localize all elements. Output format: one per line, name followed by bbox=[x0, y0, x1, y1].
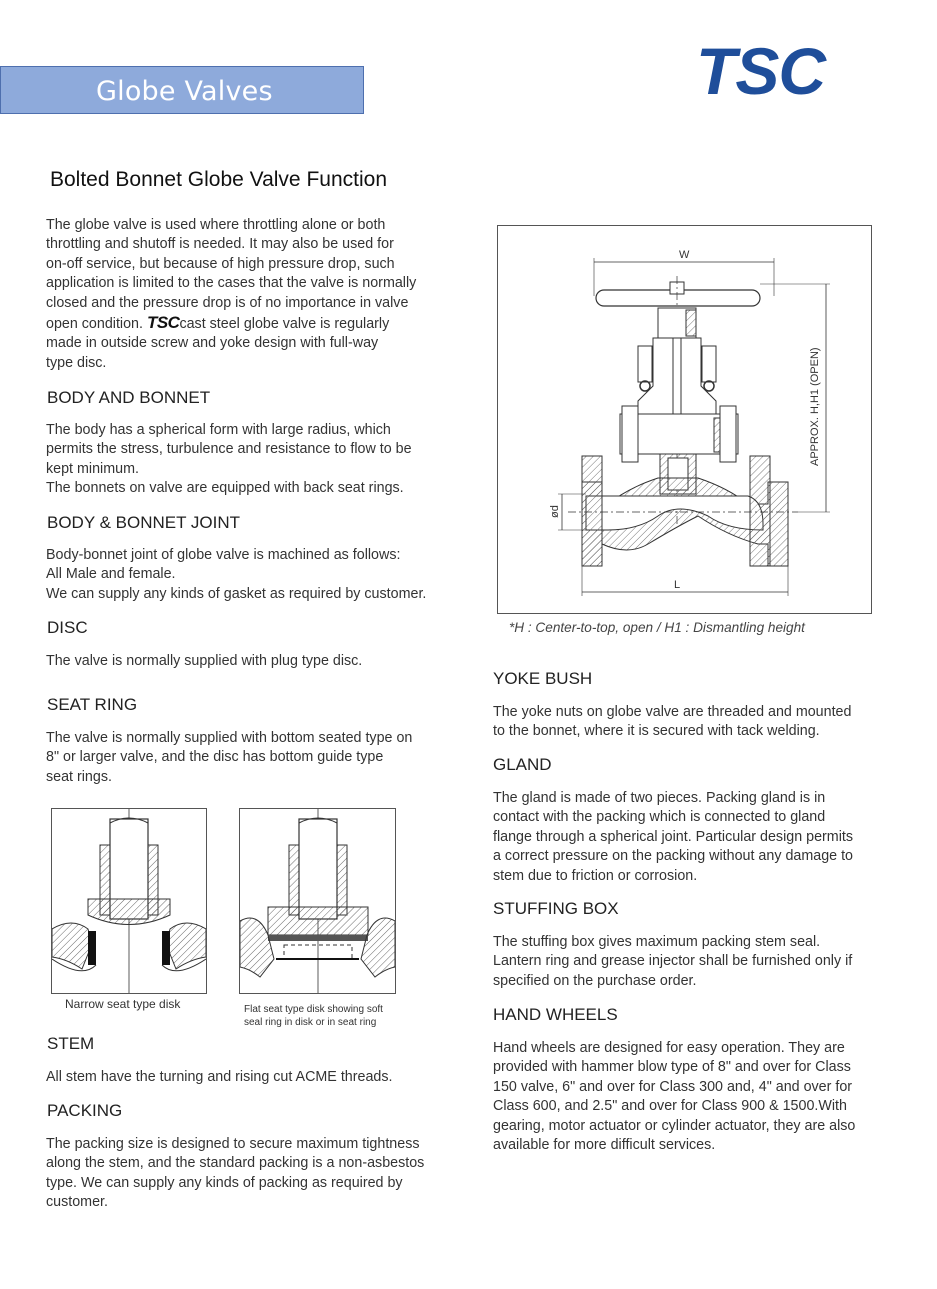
text-stuffing-box: The stuffing box gives maximum packing stem seal. Lantern ring and grease injector shall be furnished only if specified on the purchase order. bbox=[493, 934, 853, 989]
text-stem: All stem have the turning and rising cut ACME threads. bbox=[46, 1069, 393, 1085]
text-body-bonnet: The body has a spherical form with large radius, which permits the stress, turbulence and resistance to flow to be kept minimum. The bonnets on valve are equipped with back seat rings. bbox=[46, 422, 412, 497]
text-yoke-bush: The yoke nuts on globe valve are threaded and mounted to the bonnet, where it is secured with tack welding. bbox=[493, 704, 852, 740]
diagram-label-l: L bbox=[674, 579, 681, 591]
diagram-note: *H : Center-to-top, open / H1 : Dismantling height bbox=[509, 620, 805, 635]
flat-seat-caption: Flat seat type disk showing soft seal ring in disk or in seat ring bbox=[244, 1004, 383, 1028]
banner-title: Globe Valves bbox=[96, 76, 273, 107]
title-banner bbox=[0, 66, 364, 114]
heading-body-bonnet-joint: BODY & BONNET JOINT bbox=[47, 513, 241, 532]
text-seat-ring: The valve is normally supplied with bottom seated type on 8" or larger valve, and the disc has bottom guide type seat rings. bbox=[46, 730, 413, 785]
heading-packing: PACKING bbox=[47, 1101, 123, 1120]
heading-stem: STEM bbox=[47, 1034, 95, 1053]
heading-stuffing-box: STUFFING BOX bbox=[493, 899, 619, 918]
intro-paragraph bbox=[46, 216, 476, 373]
diagram-label-w: W bbox=[679, 249, 690, 261]
page-title: Bolted Bonnet Globe Valve Function bbox=[50, 168, 387, 191]
heading-gland: GLAND bbox=[493, 755, 552, 774]
intro-brand: TSC bbox=[146, 313, 180, 333]
tsc-logo: TSC bbox=[696, 34, 825, 108]
globe-valve-drawing bbox=[498, 226, 871, 613]
text-disc: The valve is normally supplied with plug type disc. bbox=[46, 653, 363, 669]
text-body-bonnet-joint: Body-bonnet joint of globe valve is machined as follows: All Male and female. We can supply any kinds of gasket as required by customer. bbox=[46, 547, 427, 602]
intro-text-before: The globe valve is used where throttling alone or both throttling and shutoff is needed. It may also be used for on-off service, but because of high pressure drop, such application is limited to the cases that the valve is normally closed and the pressure drop is of no importance in valve open condition. bbox=[46, 217, 417, 333]
flat-seat-figure bbox=[239, 808, 396, 994]
heading-hand-wheels: HAND WHEELS bbox=[493, 1005, 618, 1024]
diagram-label-d: ød bbox=[549, 505, 561, 518]
heading-body-bonnet: BODY AND BONNET bbox=[47, 388, 211, 407]
narrow-seat-drawing bbox=[52, 809, 206, 993]
heading-disc: DISC bbox=[47, 618, 88, 637]
valve-diagram bbox=[497, 225, 872, 614]
narrow-seat-figure bbox=[51, 808, 207, 994]
heading-seat-ring: SEAT RING bbox=[47, 695, 138, 714]
narrow-seat-caption: Narrow seat type disk bbox=[65, 997, 181, 1011]
text-hand-wheels: Hand wheels are designed for easy operation. They are provided with hammer blow type of 8" and over for Class 150 valve, 6" and over for Class 300 and, 4" and over for Class 600, and 2.5" and over for Class 900 & 1500.With gearing, motor actuator or cylinder actuator, they are also available for more difficult services. bbox=[493, 1040, 856, 1154]
flat-seat-drawing bbox=[240, 809, 395, 993]
intro-text-after: cast steel globe valve is regularly made in outside screw and yoke design with full-way type disc. bbox=[46, 316, 390, 371]
text-gland: The gland is made of two pieces. Packing gland is in contact with the packing which is connected to gland flange through a spherical joint. Particular design permits a correct pressure on the packing without any damage to stem due to friction or corrosion. bbox=[493, 790, 854, 884]
text-packing: The packing size is designed to secure maximum tightness along the stem, and the standard packing is a non-asbestos type. We can supply any kinds of packing as required by customer. bbox=[46, 1136, 425, 1211]
heading-yoke-bush: YOKE BUSH bbox=[493, 669, 593, 688]
diagram-label-h: APPROX. H,H1 (OPEN) bbox=[809, 347, 821, 466]
